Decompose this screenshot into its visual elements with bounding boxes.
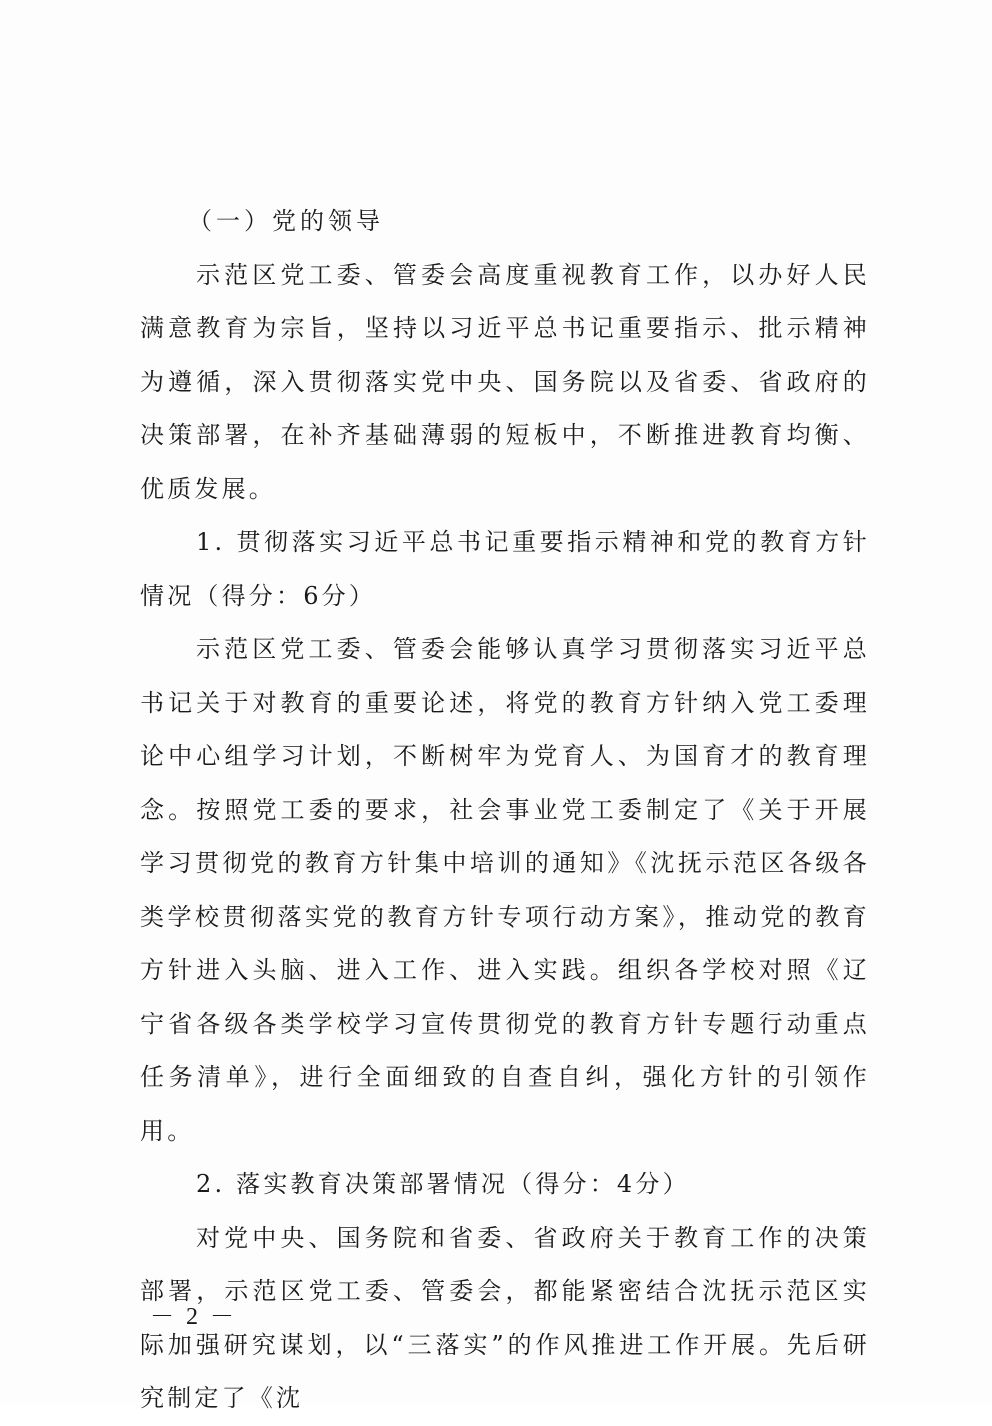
- paragraph-1: 示范区党工委、管委会能够认真学习贯彻落实习近平总书记关于对教育的重要论述，将党的教育方针纳入党工委理论中心组学习计划，不断树牢为党育人、为国育才的教育理念。按照党工委的要求，社会事业党工委制定了《关于开展学习贯彻党的教育方针集中培训的通知》《沈抚示范区各级各类学校贯彻落实党的教育方针专项行动方案》，推动党的教育方针进入头脑、进入工作、进入实践。组织各学校对照《辽宁省各级各类学校学习宣传贯彻党的教育方针专题行动重点任务清单》，进行全面细致的自查自纠，强化方针的引领作用。: [140, 635, 870, 1145]
- page-number-value: 2: [186, 1304, 200, 1330]
- section-heading: （一）党的领导: [188, 207, 384, 235]
- page-number: [140, 1296, 246, 1331]
- page-number-dash-right: －: [210, 1304, 236, 1330]
- subheading-1: 1. 贯彻落实习近平总书记重要指示精神和党的教育方针情况（得分：6分）: [140, 528, 870, 610]
- paragraph-intro: 示范区党工委、管委会高度重视教育工作，以办好人民满意教育为宗旨，坚持以习近平总书记重要指示、批示精神为遵循，深入贯彻落实党中央、国务院以及省委、省政府的决策部署，在补齐基础薄弱的短板中，不断推进教育均衡、优质发展。: [140, 260, 870, 503]
- subheading-2: 2. 落实教育决策部署情况（得分：4分）: [196, 1170, 690, 1198]
- page-number-dash-left: －: [150, 1304, 176, 1330]
- paragraph-2: 对党中央、国务院和省委、省政府关于教育工作的决策部署，示范区党工委、管委会，都能紧密结合沈抚示范区实际加强研究谋划，以“三落实”的作风推进工作开展。先后研究制定了《沈: [140, 1223, 870, 1412]
- document-body: [140, 195, 870, 1426]
